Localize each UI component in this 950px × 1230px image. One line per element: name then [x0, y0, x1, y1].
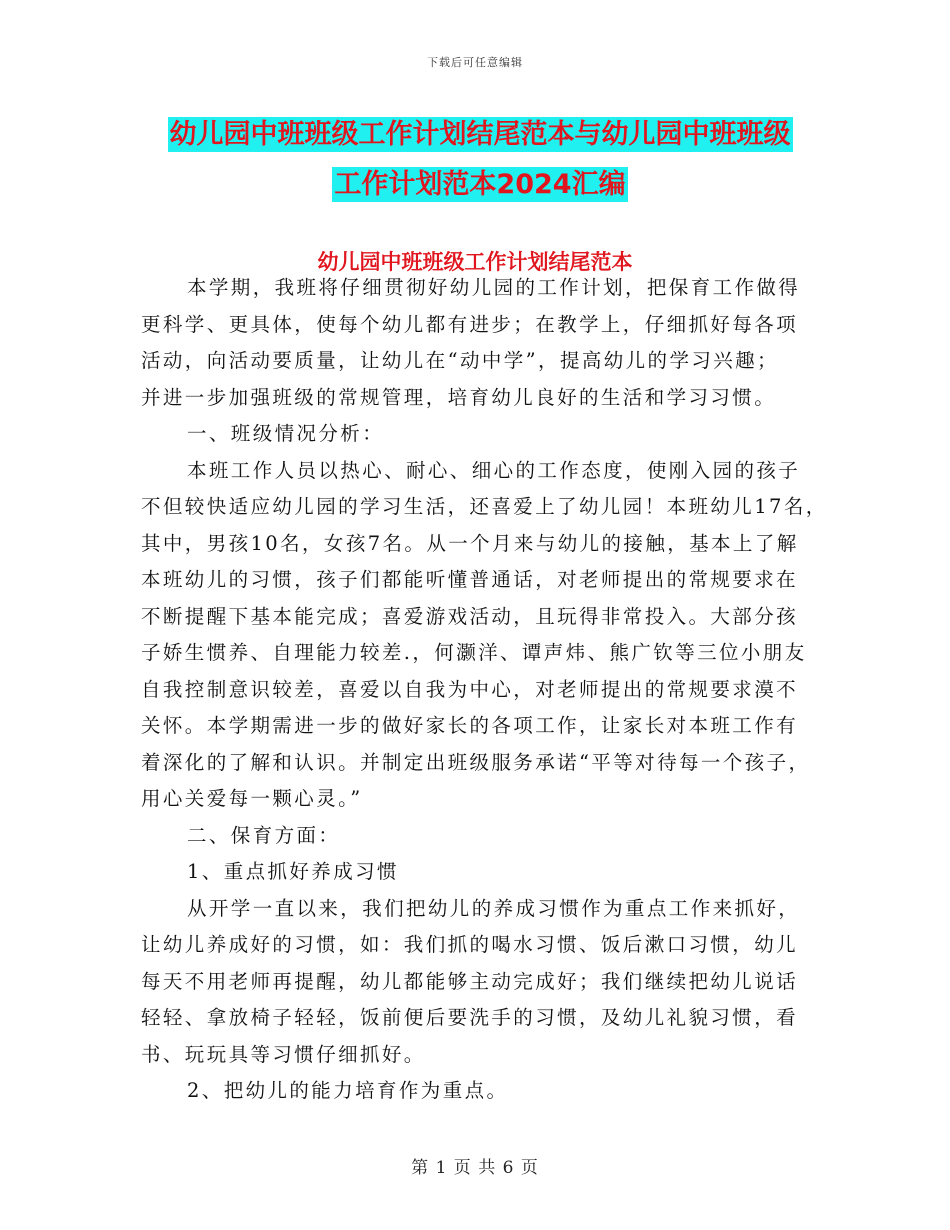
body-line: 不但较快适应幼儿园的学习生活，还喜爱上了幼儿园！本班幼儿17名，: [141, 495, 828, 518]
body-heading: 一、班级情况分析：: [187, 422, 385, 445]
section-title: 幼儿园中班班级工作计划结尾范本: [317, 250, 633, 274]
header-note: 下载后可任意编辑: [427, 56, 523, 69]
body-line: 活动，向活动要质量，让幼儿在“动中学”，提高幼儿的学习兴趣；: [141, 349, 779, 372]
body-line: 并进一步加强班级的常规管理，培育幼儿良好的生活和学习习惯。: [141, 385, 777, 409]
body-line: 书、玩玩具等习惯仔细抓好。: [141, 1042, 426, 1066]
document-title-line-1: 幼儿园中班班级工作计划结尾范本与幼儿园中班班级: [169, 119, 791, 150]
body-text: [141, 270, 828, 1110]
body-line: 用心关爱每一颗心灵。”: [141, 787, 363, 810]
body-line: 子娇生惯养、自理能力较差.，何灏洋、谭声炜、熊广钦等三位小朋友: [141, 641, 807, 664]
body-line: 着深化的了解和认识。并制定出班级服务承诺“平等对待每一个孩子，: [141, 750, 811, 774]
body-line: 不断提醒下基本能完成；喜爱游戏活动，且玩得非常投入。大部分孩: [141, 604, 799, 628]
page-number: 第 1 页 共 6 页: [411, 1158, 539, 1178]
body-line: 更科学、更具体，使每个幼儿都有进步；在教学上，仔细抓好每各项: [141, 312, 799, 336]
body-subheading: 2、把幼儿的能力培育作为重点。: [187, 1079, 509, 1102]
body-line: 其中，男孩10名，女孩7名。从一个月来与幼儿的接触，基本上了解: [141, 531, 799, 555]
body-line: 每天不用老师再提醒，幼儿都能够主动完成好；我们继续把幼儿说话: [141, 969, 799, 993]
body-line: 本班幼儿的习惯，孩子们都能听懂普通话，对老师提出的常规要求在: [141, 568, 799, 591]
body-line: 让幼儿养成好的习惯，如：我们抓的喝水习惯、饭后漱口习惯，幼儿: [141, 933, 799, 956]
body-line: 自我控制意识较差，喜爱以自我为中心，对老师提出的常规要求漠不: [141, 677, 799, 701]
body-line: 轻轻、拿放椅子轻轻，饭前便后要洗手的习惯，及幼儿礼貌习惯，看: [141, 1006, 799, 1029]
body-line: 从开学一直以来，我们把幼儿的养成习惯作为重点工作来抓好，: [187, 896, 801, 920]
body-subheading: 1、重点抓好养成习惯: [187, 860, 399, 883]
document-title: [140, 110, 820, 210]
body-heading: 二、保育方面：: [187, 823, 341, 847]
body-line: 本学期，我班将仔细贯彻好幼儿园的工作计划，把保育工作做得: [187, 276, 801, 299]
body-line: 关怀。本学期需进一步的做好家长的各项工作，让家长对本班工作有: [141, 714, 799, 737]
document-title-line-2: 工作计划范本2024汇编: [334, 169, 626, 200]
body-line: 本班工作人员以热心、耐心、细心的工作态度，使刚入园的孩子: [187, 458, 801, 482]
